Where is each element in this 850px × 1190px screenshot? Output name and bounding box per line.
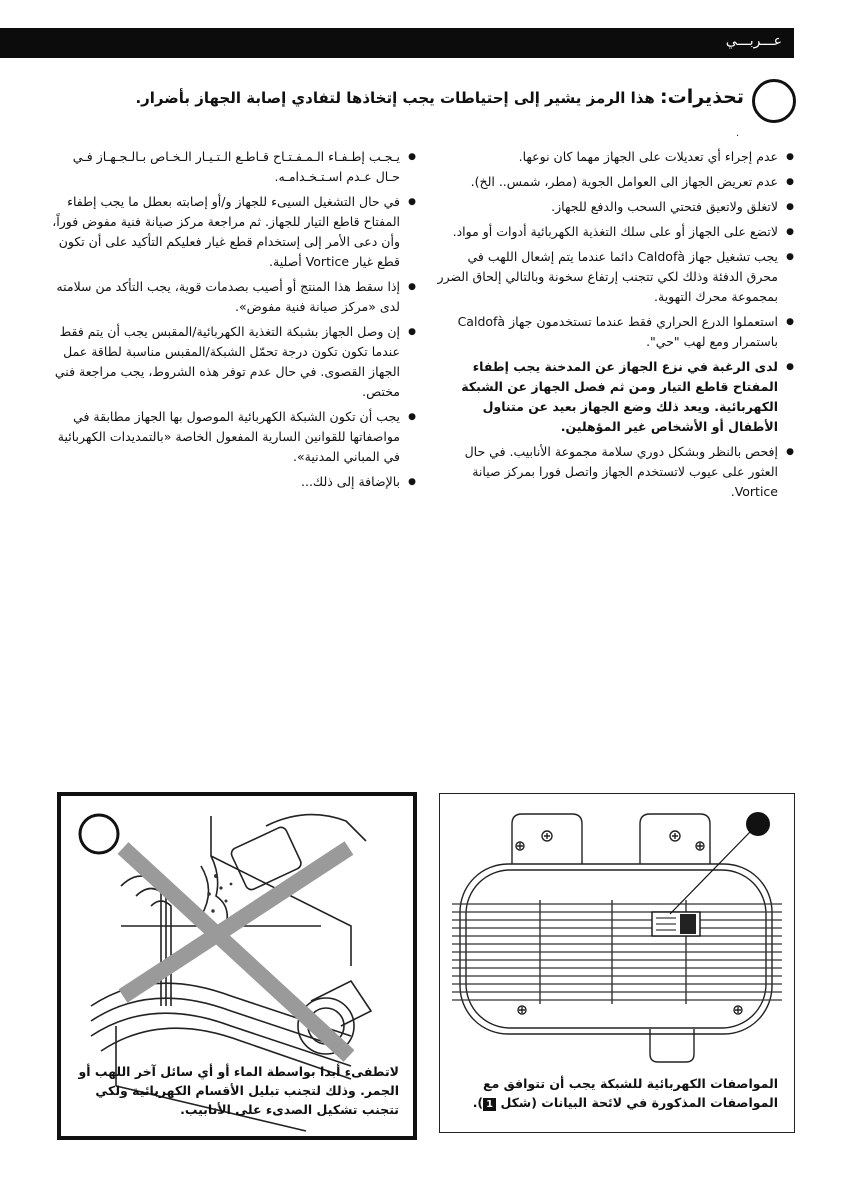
warning-line (135, 86, 744, 108)
warning-circle-icon (752, 79, 796, 123)
list-item: ● عدم إجراء أي تعديلات على الجهاز مهما كان نوعها. (434, 147, 794, 167)
stray-dot: . (736, 128, 740, 139)
list-item: ● لاتغلق ولاتعيق فتحتي السحب والدفع للجهاز. (434, 197, 794, 217)
right-column-list (434, 147, 794, 507)
list-item: ● إن وصل الجهاز بشبكة التغذية الكهربائية/المقبس يجب أن يتم فقط عندما تكون تكون درجة تحمّل الشبكة/المقبس مناسبة لطاقة عمل الجهاز القصوى. في حال عدم توفر هذه الشروط، يجب مراجعة فني مختص. (48, 322, 416, 402)
figure-data-plate (439, 793, 795, 1133)
figure-right-caption (454, 1074, 778, 1112)
list-item: ● استعملوا الدرع الحراري فقط عندما تستخدمون جهاز Caldofà باستمرار ومع لهب "حي". (434, 312, 794, 352)
list-item: ● إذا سقط هذا المنتج أو أصيب بصدمات قوية، يجب التأكد من سلامته لدى «مركز صيانة فنية مفوض». (48, 277, 416, 317)
warning-title: تحذيرات: (660, 86, 744, 108)
caption-end: ). (472, 1095, 484, 1110)
figure-left-caption: لاتطفىء أبدا بواسطة الماء أو أي سائل آخر اللهب أو الجمر. وذلك لتجنب تبليل الأقسام الكهربائية ولكي تتجنب تشكيل الصدىء على الأنابيب. (78, 1064, 399, 1117)
list-item: ● في حال التشغيل السيىء للجهاز و/أو إصابته بعطل ما يجب إطفاء المفتاح قاطع التيار للجهاز. ثم مراجعة مركز صيانة فنية مفوض فوراً، وأن دعى الأمر إلى إستخدام قطع غيار فعليكم التأكيد على أن تكون قطع غيار Vortice أصلية. (48, 192, 416, 272)
warning-circle-icon (80, 815, 118, 853)
list-item: ● يجب أن تكون الشبكة الكهربائية الموصول بها الجهاز مطابقة في مواصفاتها للقوانين السارية المفعول الخاصة «بالتمديدات الكهربائية في المباني المدنية». (48, 407, 416, 467)
caption-text: المواصفات الكهربائية للشبكة يجب أن تتوافق مع المواصفات المذكورة في لائحة البيانات (شكل (483, 1076, 778, 1110)
list-item: ● لدى الرغبة في نزع الجهاز عن المدخنة يجب إطفاء المفتاح قاطع التيار ومن ثم فصل الجهاز عن الشبكة الكهربائية. ويعد ذلك وضع الجهاز بعيد عن متناول الأطفال أو الأشخاص غير المؤهلين. (434, 357, 794, 437)
list-item: ● إفحص بالنظر وبشكل دوري سلامة مجموعة الأنابيب. في حال العثور على عيوب لاتستخدم الجهاز واتصل فورا بمركز صيانة Vortice. (434, 442, 794, 502)
list-item: ● يجب تشغيل جهاز Caldofà دائما عندما يتم إشعال اللهب في محرق الدفئة وذلك لكي تتجنب إرتفاع سخونة وبالتالي إلحاق الضرر بمجموعة محرك التهوية. (434, 247, 794, 307)
callout-marker-icon (746, 812, 770, 836)
list-item: ● بالإضافة إلى ذلك... (48, 472, 416, 492)
list-item: ● يـجـب إطـفـاء الـمـفـتـاح قـاطـع الـتـيـار الـخـاص بـالـجـهـاز فـي حـال عـدم اسـتـخـدامـه. (48, 147, 416, 187)
list-item: ● لاتضع على الجهاز أو على سلك التغذية الكهربائية أدوات أو مواد. (434, 222, 794, 242)
list-item: ● عدم تعريض الجهاز الى العوامل الجوية (مطر، شمس.. الخ). (434, 172, 794, 192)
left-column-list (48, 147, 416, 497)
language-label: عـــربـــي (725, 33, 782, 49)
figure-number-badge: 1 (483, 1098, 496, 1111)
figure-no-water (57, 792, 417, 1140)
warning-text: هذا الرمز يشير إلى إحتياطات يجب إتخاذها لتفادي إصابة الجهاز بأضرار. (135, 89, 655, 107)
header-bar (0, 28, 794, 58)
